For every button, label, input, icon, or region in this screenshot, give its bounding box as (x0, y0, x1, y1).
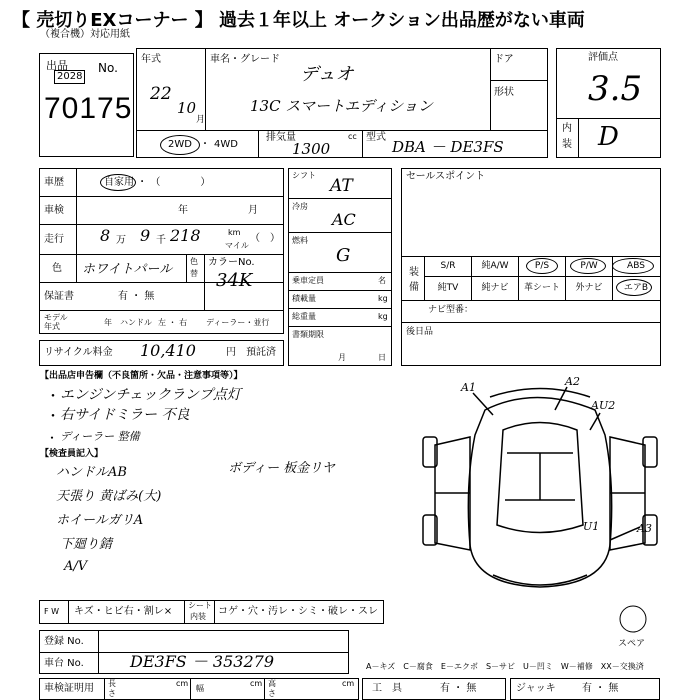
color-no-value: 34K (216, 270, 253, 291)
declaration-line-3: ディーラー 整備 (60, 430, 140, 443)
inspection-label: 車検 (44, 205, 64, 216)
equip-leather: 革シート (523, 283, 560, 293)
score-label: 評価点 (588, 52, 618, 63)
color-change-1: 色 (190, 257, 198, 266)
model-year-unit: 年 (104, 318, 112, 327)
lot-number: 70175 (44, 92, 133, 125)
name-label: 車名・グレード (210, 54, 280, 65)
length-cm: cm (176, 679, 189, 688)
mileage-value-2: 9 (140, 226, 151, 245)
recycle-unit: 円 (226, 347, 236, 358)
gross-unit: kg (378, 312, 388, 321)
capacity-label: 乗車定員 (292, 276, 324, 285)
mark-au2: AU2 (591, 399, 616, 412)
inspector-note-3: ホイールガリA (56, 513, 144, 528)
seat-label-1: シート (188, 601, 212, 610)
model-year-label-2: 年式 (44, 322, 60, 331)
mark-u1: U1 (583, 520, 600, 533)
door-label: ドア (494, 54, 514, 65)
equip-airbag: エアB (623, 283, 649, 293)
displacement-value: 1300 (292, 140, 331, 158)
score-value: 3.5 (588, 69, 643, 109)
chassis-label: 車台 No. (44, 658, 84, 669)
tools-options: 有 ・ 無 (440, 683, 477, 694)
model-year-label-1: モデル (44, 313, 68, 322)
drive-4wd: 4WD (214, 139, 238, 150)
load-unit: kg (378, 294, 388, 303)
inspector-note-4: 下廻り錆 (60, 537, 113, 552)
height-cm: cm (342, 679, 355, 688)
length-label-1: 長 (108, 679, 116, 688)
height-label-2: さ (268, 689, 276, 698)
name-value: デュオ (300, 64, 354, 85)
equip-navi: 純ナビ (481, 283, 509, 293)
equip-sr: S/R (440, 261, 456, 271)
equip-aw: 純A/W (481, 261, 509, 271)
spare-label: スペア (618, 639, 646, 649)
mileage-label: 走行 (44, 234, 64, 245)
jack-label: ジャッキ (516, 683, 556, 694)
declaration-line-1: エンジンチェックランプ点灯 (60, 387, 241, 403)
lot-lane: 2028 (54, 70, 85, 84)
mark-a1: A1 (461, 381, 476, 394)
color-label: 色 (52, 263, 62, 274)
mileage-value-1: 8 (100, 226, 111, 245)
doc-month: 月 (338, 353, 346, 362)
damage-legend: A－キズ C－腐食 E－エクボ S－サビ U－凹ミ W－補修 XX－交換済 (366, 662, 644, 671)
mileage-mile-unit: マイル (225, 241, 249, 250)
recycle-value: 10,410 (140, 341, 196, 360)
mark-a2: A2 (565, 375, 580, 388)
equip-abs: ABS (627, 261, 645, 271)
tools-label: 工 具 (372, 683, 402, 694)
color-no-label: カラーNo. (208, 257, 255, 268)
warranty-label: 保証書 (44, 291, 74, 302)
dealer-label: ディーラー・並行 (206, 318, 270, 327)
fw-options: キズ・ヒビ右・割レ× (74, 606, 173, 617)
doc-deadline-label: 書類期限 (292, 330, 324, 339)
inspector-note-1: ハンドルAB (56, 465, 127, 480)
equip-tv: 純TV (437, 283, 459, 293)
inspector-note-right: ボディー 板金リヤ (228, 461, 335, 476)
declaration-label: 【出品店申告欄（不良箇所・欠品・注意事項等）】 (40, 371, 243, 381)
equip-ps: P/S (534, 261, 550, 271)
seat-label-2: 内装 (190, 612, 206, 621)
lot-no-label: No. (98, 61, 118, 75)
height-label-1: 高 (268, 679, 276, 688)
recycle-label: リサイクル料金 (44, 347, 113, 358)
interior-label-1: 内 (562, 123, 572, 134)
fw-label: F W (44, 607, 60, 616)
color-value: ホワイトパール (82, 262, 173, 277)
width-label: 幅 (196, 684, 204, 693)
shape-label: 形状 (494, 87, 514, 98)
history-circle (100, 174, 136, 191)
reg-label: 登録 No. (44, 636, 84, 647)
interior-value: D (598, 122, 619, 152)
later-items-label: 後日品 (406, 327, 434, 337)
displacement-label: 排気量 (266, 132, 296, 143)
cert-label: 車検証明用 (44, 683, 94, 694)
doc-day: 日 (378, 353, 386, 362)
shift-value: AT (330, 176, 353, 196)
car-diagram (415, 375, 665, 605)
equip-ext-navi: 外ナビ (575, 283, 603, 293)
spare-tire-icon (618, 604, 648, 634)
mileage-sen-unit: 千 (156, 235, 166, 246)
sales-label: セールスポイント (406, 171, 486, 182)
capacity-unit: 名 (378, 276, 386, 285)
lot-venue-label: 出品 (46, 59, 68, 72)
gross-label: 総重量 (292, 312, 316, 321)
seat-options: コゲ・穴・汚レ・シミ・破レ・スレ (218, 606, 378, 617)
month-suffix: 月 (196, 115, 206, 125)
ac-value: AC (332, 210, 356, 229)
equip-ps-circle (526, 258, 558, 274)
length-label-2: さ (108, 689, 116, 698)
interior-label-2: 装 (562, 139, 572, 150)
model-value: DBA － DE3FS (392, 138, 504, 156)
handle-options: 左 ・ 右 (158, 318, 188, 327)
mileage-man-unit: 万 (116, 235, 126, 246)
equip-pw: P/W (580, 261, 598, 271)
width-cm: cm (250, 679, 263, 688)
mileage-value-3: 218 (170, 226, 201, 245)
color-change-2: 替 (190, 269, 198, 278)
displacement-unit: cc (348, 132, 357, 141)
mileage-km-unit: km (228, 228, 241, 237)
chassis-value: DE3FS － 353279 (130, 652, 275, 671)
jack-options: 有 ・ 無 (582, 683, 619, 694)
year-label: 年式 (141, 54, 161, 65)
history-options: 自家用 ・ （ ） (104, 177, 211, 188)
equipment-label-2: 備 (409, 282, 419, 293)
declaration-line-2: 右サイドミラー 不良 (60, 407, 190, 423)
history-label: 車歴 (44, 177, 64, 188)
drive-2wd: 2WD (168, 139, 192, 150)
equip-pw-circle (570, 258, 606, 274)
inspector-note-5: A/V (64, 559, 88, 574)
month-value: 10 (177, 99, 197, 117)
equip-airbag-circle (616, 279, 652, 296)
header-title: 【 売切りEXコーナー 】 過去１年以上 オークション出品歴がない車両 (12, 10, 585, 31)
equip-abs-circle (612, 258, 654, 274)
navi-label: ナビ型番： (428, 305, 474, 315)
warranty-options: 有 ・ 無 (118, 291, 155, 302)
mark-a3: A3 (637, 522, 652, 535)
load-label: 積載量 (292, 294, 316, 303)
ac-label: 冷房 (292, 202, 308, 211)
inspector-label: 【検査員記入】 (40, 449, 104, 459)
equipment-label-1: 装 (409, 267, 419, 278)
recycle-note: 預託済 (246, 347, 276, 358)
shift-label: シフト (292, 171, 316, 180)
header-subtitle: （複合機）対応用紙 (40, 29, 130, 40)
fuel-label: 燃料 (292, 236, 308, 245)
handle-label: ハンドル (120, 318, 152, 327)
fuel-value: G (336, 245, 351, 266)
grade-value: 13C スマートエディション (250, 97, 433, 115)
inspection-year-unit: 年 (178, 205, 188, 216)
inspection-month-unit: 月 (248, 205, 258, 216)
model-label: 型式 (366, 132, 386, 143)
year-value: 22 (150, 84, 172, 104)
inspector-note-2: 天張り 黄ばみ(大) (56, 489, 162, 504)
